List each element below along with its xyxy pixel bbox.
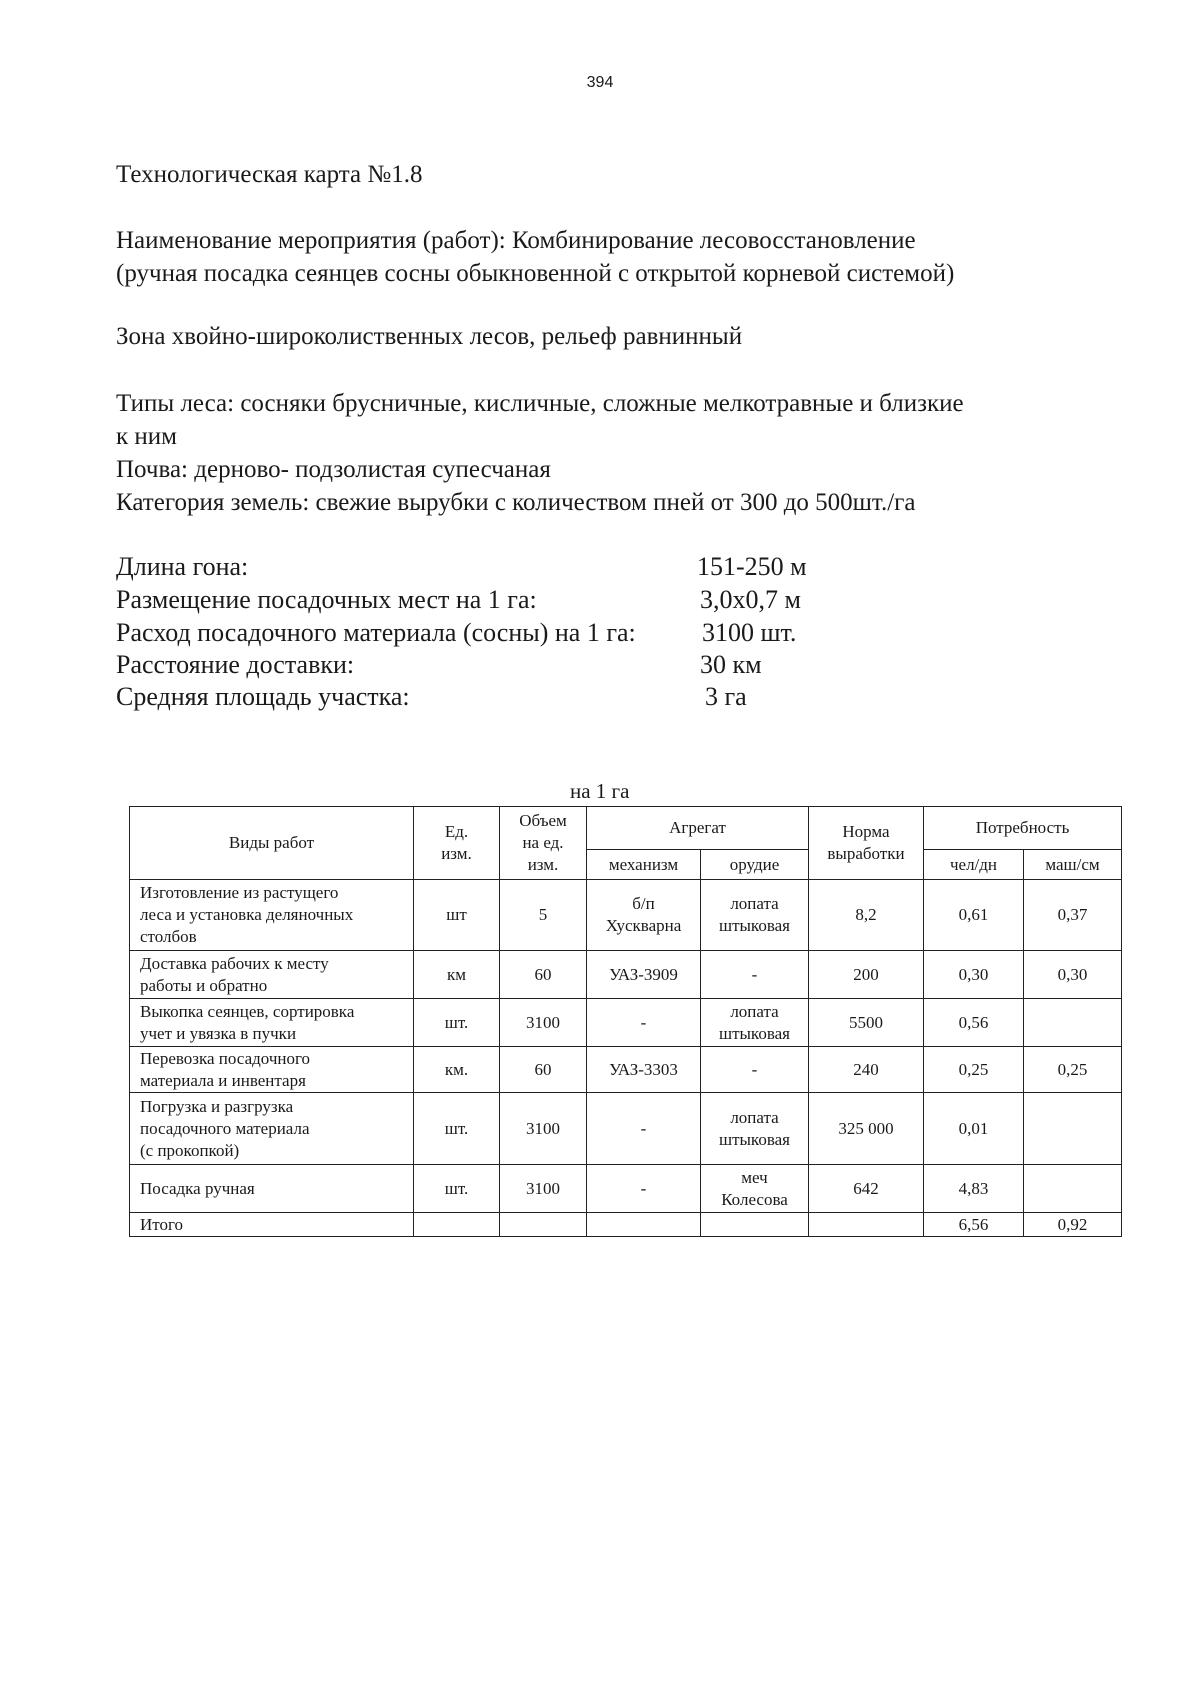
work-table <box>129 806 1122 1237</box>
tool-cell: лопата штыковая <box>701 880 809 951</box>
tool-cell: - <box>701 1047 809 1093</box>
volume-cell: 3100 <box>500 999 587 1047</box>
work-cell: Посадка ручная <box>130 1165 414 1213</box>
forest-types-line-2: к ним <box>116 423 177 450</box>
volume-cell: 60 <box>500 951 587 999</box>
man-days-cell: 0,30 <box>924 951 1024 999</box>
mechanism-cell: - <box>587 999 701 1047</box>
soil-type: Почва: дерново- подзолистая супесчаная <box>116 456 551 483</box>
param-value: 3100 шт. <box>702 618 797 647</box>
mechanism-cell: УАЗ-3303 <box>587 1047 701 1093</box>
param-label: Размещение посадочных мест на 1 га: <box>116 585 537 614</box>
activity-name-line-2: (ручная посадка сеянцев сосны обыкновенной с открытой корневой системой) <box>116 260 955 287</box>
machine-shifts-cell: 0,37 <box>1024 880 1122 951</box>
work-cell: Выкопка сеянцев, сортировка учет и увязка в пучки <box>130 999 414 1047</box>
header-work-type: Виды работ <box>130 807 414 880</box>
table-total-row <box>130 1213 1122 1237</box>
norm-cell: 200 <box>809 951 924 999</box>
man-days-cell: 4,83 <box>924 1165 1024 1213</box>
param-value: 30 км <box>700 650 762 679</box>
forest-types-line-1: Типы леса: сосняки брусничные, кисличные, сложные мелкотравные и близкие <box>116 390 964 417</box>
man-days-cell: 0,01 <box>924 1093 1024 1165</box>
work-cell: Перевозка посадочного материала и инвентаря <box>130 1047 414 1093</box>
man-days-cell: 0,56 <box>924 999 1024 1047</box>
table-row <box>130 1047 1122 1093</box>
header-mechanism: механизм <box>587 850 701 880</box>
norm-cell: 325 000 <box>809 1093 924 1165</box>
mechanism-cell: УАЗ-3909 <box>587 951 701 999</box>
empty-cell <box>587 1213 701 1237</box>
total-machine-shifts: 0,92 <box>1024 1213 1122 1237</box>
machine-shifts-cell <box>1024 999 1122 1047</box>
param-label: Средняя площадь участка: <box>116 682 410 711</box>
work-cell: Погрузка и разгрузка посадочного материала (с прокопкой) <box>130 1093 414 1165</box>
empty-cell <box>701 1213 809 1237</box>
machine-shifts-cell: 0,30 <box>1024 951 1122 999</box>
param-value: 3,0х0,7 м <box>700 585 801 614</box>
table-row <box>130 999 1122 1047</box>
volume-cell: 3100 <box>500 1165 587 1213</box>
param-label: Расстояние доставки: <box>116 650 355 679</box>
machine-shifts-cell <box>1024 1093 1122 1165</box>
machine-shifts-cell <box>1024 1165 1122 1213</box>
unit-cell: км. <box>414 1047 500 1093</box>
work-cell: Доставка рабочих к месту работы и обратно <box>130 951 414 999</box>
empty-cell <box>500 1213 587 1237</box>
header-unit: Ед. изм. <box>414 807 500 880</box>
tool-cell: - <box>701 951 809 999</box>
total-label: Итого <box>130 1213 414 1237</box>
empty-cell <box>414 1213 500 1237</box>
header-man-days: чел/дн <box>924 850 1024 880</box>
param-value: 3 га <box>705 682 747 711</box>
mechanism-cell: - <box>587 1165 701 1213</box>
header-machine-shifts: маш/см <box>1024 850 1122 880</box>
header-tool: орудие <box>701 850 809 880</box>
tool-cell: лопата штыковая <box>701 999 809 1047</box>
card-title: Технологическая карта №1.8 <box>116 161 423 188</box>
volume-cell: 5 <box>500 880 587 951</box>
norm-cell: 5500 <box>809 999 924 1047</box>
header-need: Потребность <box>924 807 1122 850</box>
tool-cell: лопата штыковая <box>701 1093 809 1165</box>
header-norm: Норма выработки <box>809 807 924 880</box>
table-row <box>130 951 1122 999</box>
table-row <box>130 1093 1122 1165</box>
machine-shifts-cell: 0,25 <box>1024 1047 1122 1093</box>
activity-name-line-1: Наименование мероприятия (работ): Комбинирование лесовосстановление <box>116 227 916 254</box>
total-man-days: 6,56 <box>924 1213 1024 1237</box>
unit-cell: шт <box>414 880 500 951</box>
work-cell: Изготовление из растущего леса и установка деляночных столбов <box>130 880 414 951</box>
man-days-cell: 0,61 <box>924 880 1024 951</box>
page-number: 394 <box>586 74 614 91</box>
norm-cell: 240 <box>809 1047 924 1093</box>
header-aggregate: Агрегат <box>587 807 809 850</box>
table-row <box>130 1165 1122 1213</box>
table-row <box>130 880 1122 951</box>
norm-cell: 8,2 <box>809 880 924 951</box>
header-volume: Объем на ед. изм. <box>500 807 587 880</box>
land-category: Категория земель: свежие вырубки с количеством пней от 300 до 500шт./га <box>116 489 916 516</box>
norm-cell: 642 <box>809 1165 924 1213</box>
unit-cell: шт. <box>414 999 500 1047</box>
unit-cell: шт. <box>414 1093 500 1165</box>
table-caption: на 1 га <box>570 779 630 803</box>
mechanism-cell: б/п Хускварна <box>587 880 701 951</box>
param-label: Расход посадочного материала (сосны) на 1 га: <box>116 618 636 647</box>
param-value: 151-250 м <box>697 552 807 581</box>
mechanism-cell: - <box>587 1093 701 1165</box>
empty-cell <box>809 1213 924 1237</box>
volume-cell: 60 <box>500 1047 587 1093</box>
param-label: Длина гона: <box>116 552 249 581</box>
man-days-cell: 0,25 <box>924 1047 1024 1093</box>
forest-zone: Зона хвойно-широколиственных лесов, рельеф равнинный <box>116 323 743 350</box>
tool-cell: меч Колесова <box>701 1165 809 1213</box>
volume-cell: 3100 <box>500 1093 587 1165</box>
unit-cell: шт. <box>414 1165 500 1213</box>
unit-cell: км <box>414 951 500 999</box>
